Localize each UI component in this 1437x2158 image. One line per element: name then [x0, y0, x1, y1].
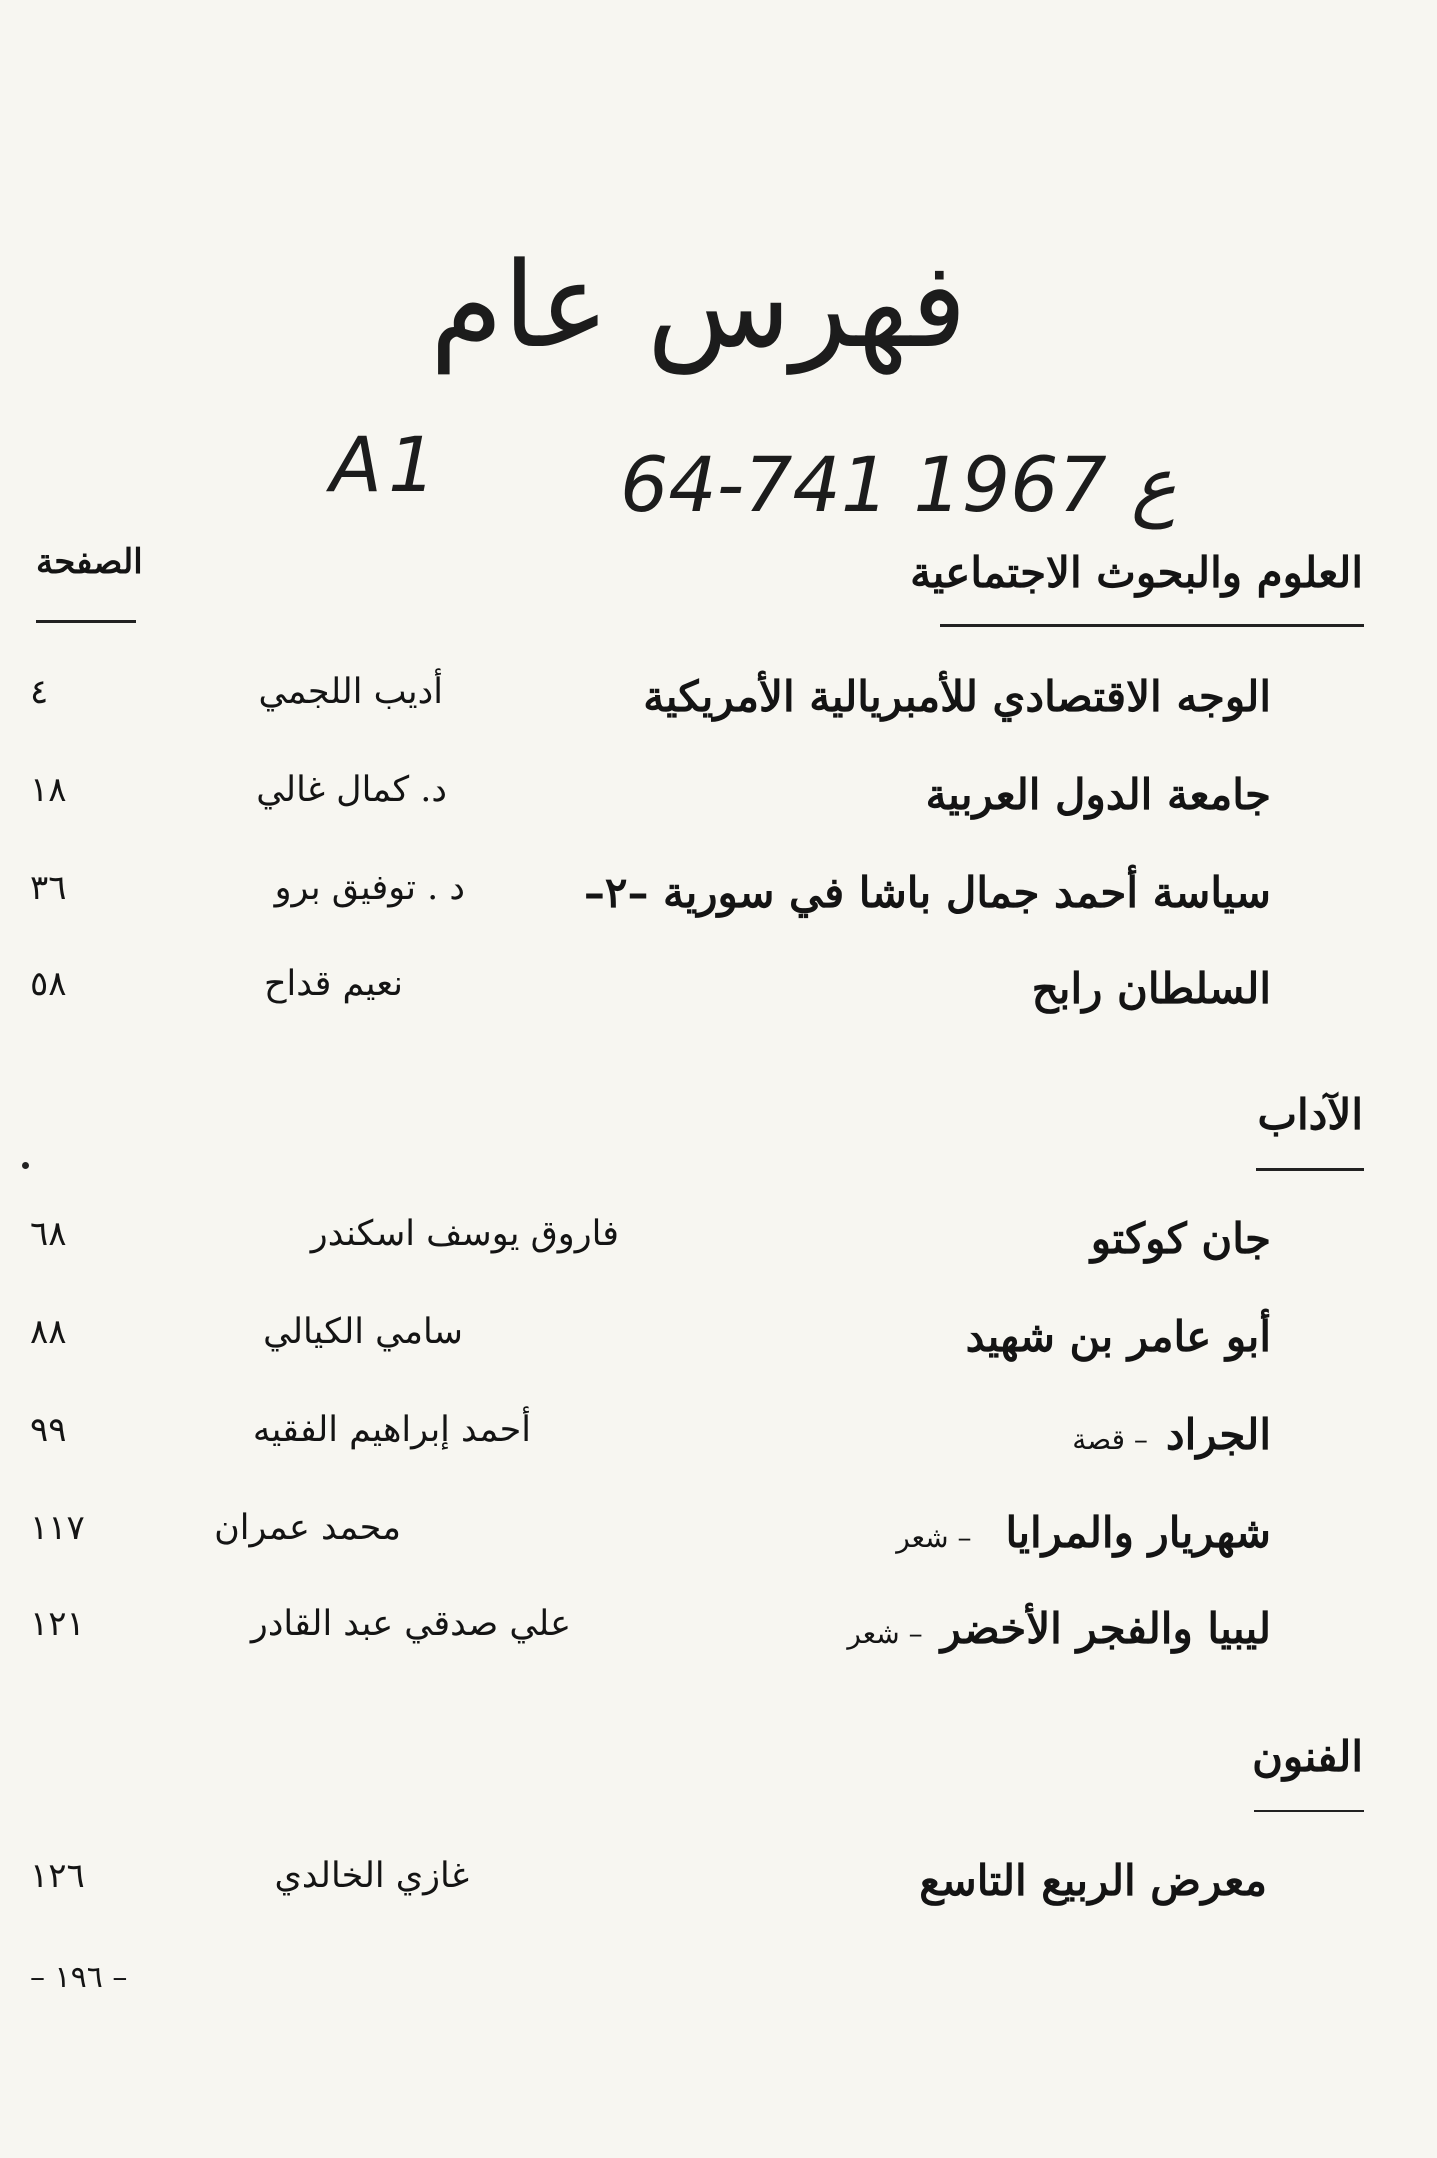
entry-title: شهريار والمرايا	[1005, 1508, 1271, 1557]
entry-title: جان كوكتو	[1090, 1214, 1271, 1263]
entry-title: جامعة الدول العربية	[925, 770, 1271, 819]
entry-title: معرض الربيع التاسع	[919, 1856, 1267, 1905]
section-underline	[940, 624, 1364, 627]
entry-page: ١٨	[30, 770, 67, 810]
entry-page: ٩٩	[30, 1410, 67, 1450]
page-column-header: الصفحة	[36, 542, 143, 582]
entry-author: د. كمال غالي	[256, 770, 447, 810]
section-heading-arts: الفنون	[1252, 1732, 1363, 1781]
entry-title: سياسة أحمد جمال باشا في سورية –٢–	[583, 868, 1271, 917]
page-column-underline	[36, 620, 136, 623]
toc-entry	[0, 868, 1437, 938]
toc-entry	[0, 964, 1437, 1034]
entry-page: ٣٦	[30, 868, 67, 908]
ink-speck	[22, 1162, 29, 1169]
toc-entry	[0, 770, 1437, 840]
entry-type: – قصة	[1072, 1423, 1148, 1456]
entry-page: ١١٧	[30, 1508, 85, 1548]
entry-type: – شعر	[847, 1617, 923, 1650]
entry-page: ١٢٦	[30, 1856, 85, 1896]
section-heading-literature: الآداب	[1257, 1090, 1363, 1139]
entry-title: الوجه الاقتصادي للأمبريالية الأمريكية	[643, 672, 1271, 721]
section-underline	[1254, 1810, 1364, 1812]
entry-title-wrap	[847, 1604, 1271, 1653]
handwritten-code-right: 64-ع 1967 741	[620, 440, 1177, 529]
entry-title: أبو عامر بن شهيد	[965, 1312, 1271, 1361]
entry-author: علي صدقي عبد القادر	[250, 1604, 571, 1644]
entry-title-wrap	[1072, 1410, 1271, 1459]
entry-author: أديب اللجمي	[258, 672, 443, 712]
entry-author: غازي الخالدي	[274, 1856, 469, 1896]
toc-entry	[0, 1604, 1437, 1674]
entry-author: فاروق يوسف اسكندر	[310, 1214, 619, 1254]
toc-entry	[0, 672, 1437, 742]
entry-title: ليبيا والفجر الأخضر	[940, 1604, 1271, 1653]
entry-author: د . توفيق برو	[274, 868, 465, 908]
section-underline	[1256, 1168, 1364, 1171]
entry-page: ٤	[30, 672, 49, 712]
footer-page-number: – ١٩٦ –	[30, 1960, 128, 1995]
entry-title-wrap	[896, 1508, 1271, 1557]
entry-page: ١٢١	[30, 1604, 85, 1644]
entry-page: ٥٨	[30, 964, 67, 1004]
toc-entry	[0, 1508, 1437, 1578]
entry-author: أحمد إبراهيم الفقيه	[252, 1410, 531, 1450]
toc-entry	[0, 1856, 1437, 1926]
entry-author: نعيم قداح	[263, 964, 403, 1004]
handwritten-code-left: A1	[330, 420, 443, 509]
entry-title: الجراد	[1165, 1410, 1271, 1459]
page-title: فهرس عام	[430, 236, 967, 374]
entry-author: سامي الكيالي	[263, 1312, 463, 1352]
entry-page: ٨٨	[30, 1312, 67, 1352]
entry-title: السلطان رابح	[1031, 964, 1271, 1013]
entry-page: ٦٨	[30, 1214, 67, 1254]
section-heading-social-sciences: العلوم والبحوث الاجتماعية	[910, 548, 1363, 597]
entry-author: محمد عمران	[214, 1508, 401, 1548]
toc-entry	[0, 1410, 1437, 1480]
toc-entry	[0, 1214, 1437, 1284]
entry-type: – شعر	[896, 1521, 972, 1554]
toc-entry	[0, 1312, 1437, 1382]
